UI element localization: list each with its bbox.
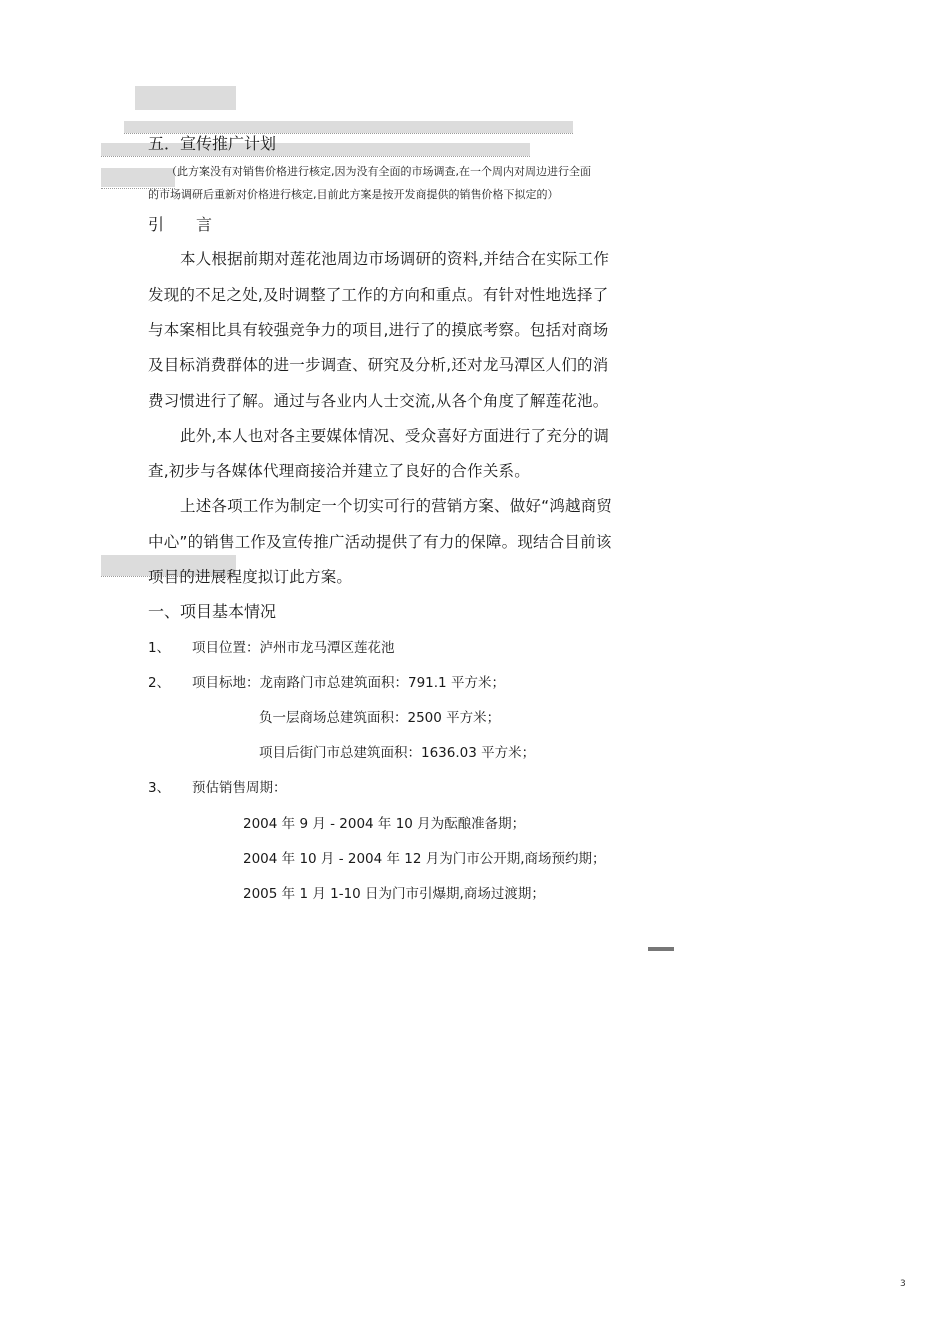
section1-heading: 一、项目基本情况 [148,602,277,621]
intro-heading: 引 言 [148,215,213,234]
paragraph-line: 费习惯进行了解。通过与各业内人士交流,从各个角度了解莲花池。 [148,392,609,410]
note-line: 的市场调研后重新对价格进行核定,目前此方案是按开发商提供的销售价格下拟定的） [148,188,559,201]
item-number: 3、 [148,780,171,796]
period-line: 2004 年 10 月 - 2004 年 12 月为门市公开期,商场预约期； [243,851,606,867]
period-line: 2004 年 9 月 - 2004 年 10 月为酝酿准备期； [243,816,526,832]
item-number: 1、 [148,640,171,656]
note-line: （此方案没有对销售价格进行核定,因为没有全面的市场调查,在一个周内对周边进行全面 [166,165,591,178]
paragraph-line: 本人根据前期对莲花池周边市场调研的资料,并结合在实际工作 [180,250,610,268]
item-area-sub: 负一层商场总建筑面积：2500 平方米； [259,710,501,726]
item-area: 项目标地：龙南路门市总建筑面积：791.1 平方米； [192,675,505,691]
dash-mark [648,947,674,951]
section-title: 五．宣传推广计划 [148,134,277,153]
period-line: 2005 年 1 月 1-10 日为门市引爆期,商场过渡期； [243,886,545,902]
item-area-sub: 项目后街门市总建筑面积：1636.03 平方米； [259,745,536,761]
paragraph-line: 此外,本人也对各主要媒体情况、受众喜好方面进行了充分的调 [180,427,610,445]
paragraph-line: 及目标消费群体的进一步调查、研究及分析,还对龙马潭区人们的消 [148,356,609,374]
paragraph-line: 发现的不足之处,及时调整了工作的方向和重点。有针对性地选择了 [148,286,609,304]
item-number: 2、 [148,675,171,691]
paragraph-line: 中心”的销售工作及宣传推广活动提供了有力的保障。现结合目前该 [148,533,612,551]
paragraph-line: 与本案相比具有较强竞争力的项目,进行了的摸底考察。包括对商场 [148,321,609,339]
paragraph-line: 项目的进展程度拟订此方案。 [148,568,353,586]
dotted-rule [101,156,530,157]
paragraph-line: 查,初步与各媒体代理商接洽并建立了良好的合作关系。 [148,462,530,480]
placeholder-bar [101,168,175,187]
item-sales-period: 预估销售周期： [192,780,287,796]
item-location: 项目位置：泸州市龙马潭区莲花池 [192,640,395,656]
paragraph-line: 上述各项工作为制定一个切实可行的营销方案、做好“鸿越商贸 [180,497,613,515]
page-number: 3 [900,1279,906,1289]
placeholder-block [135,86,236,110]
